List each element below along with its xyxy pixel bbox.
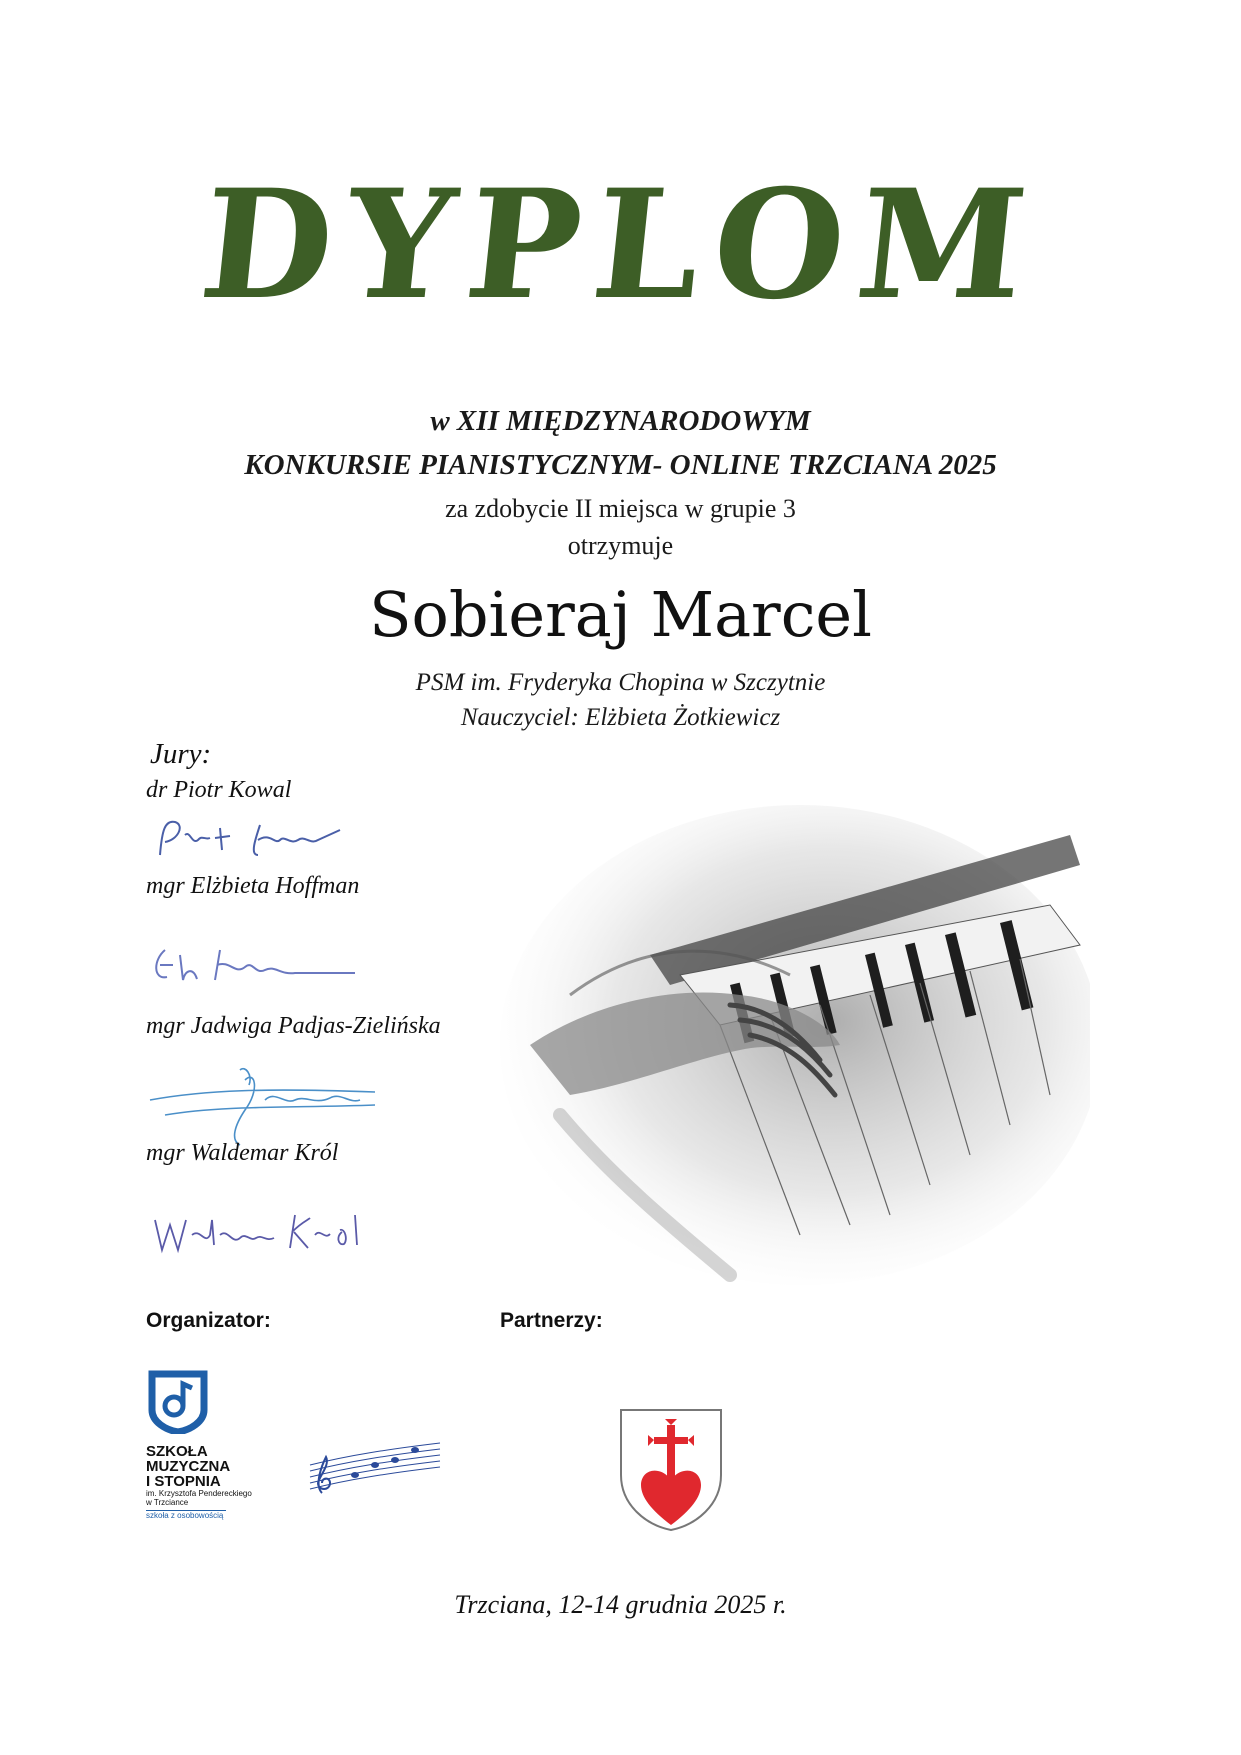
diploma-title: DYPLOM	[193, 157, 1048, 333]
juror-name: mgr Waldemar Król	[146, 1140, 339, 1166]
logo-line: I STOPNIA	[146, 1473, 221, 1490]
competition-line-2: KONKURSIE PIANISTYCZNYM- ONLINE TRZCIANA 2025	[244, 449, 997, 481]
school-name: PSM im. Fryderyka Chopina w Szczytnie	[415, 669, 826, 696]
juror-name: mgr Jadwiga Padjas-Zielińska	[146, 1013, 441, 1039]
organizer-label: Organizator:	[146, 1309, 271, 1332]
logo-line: MUZYCZNA	[146, 1458, 231, 1475]
partner-crest-icon	[616, 1405, 726, 1535]
place-and-date: Trzciana, 12-14 grudnia 2025 r.	[454, 1590, 787, 1619]
signature-waldemar-krol	[150, 1200, 370, 1270]
logo-line: SZKOŁA	[146, 1443, 208, 1460]
teacher-name: Nauczyciel: Elżbieta Żotkiewicz	[460, 704, 781, 731]
organizer-logo	[146, 1370, 276, 1520]
jury-heading: Jury:	[150, 738, 212, 770]
signature-piotr-kowal	[150, 810, 350, 870]
juror-name: mgr Elżbieta Hoffman	[146, 873, 360, 899]
competition-line-1: w XII MIĘDZYNARODOWYM	[430, 405, 811, 437]
music-staff-logo	[300, 1435, 450, 1505]
signature-jadwiga-padjas	[145, 1060, 385, 1150]
piano-hands-illustration	[470, 795, 1090, 1315]
recipient-name: Sobieraj Marcel	[369, 578, 872, 651]
signature-elzbieta-hoffman	[145, 935, 365, 995]
partners-label: Partnerzy:	[500, 1309, 603, 1332]
logo-line: im. Krzysztofa Pendereckiego	[146, 1489, 252, 1498]
juror-name: dr Piotr Kowal	[146, 777, 292, 803]
logo-tagline: szkoła z osobowością	[146, 1511, 224, 1520]
logo-line: w Trzciance	[146, 1498, 189, 1507]
receives-text: otrzymuje	[567, 531, 674, 560]
award-line: za zdobycie II miejsca w grupie 3	[445, 494, 796, 523]
music-school-emblem-icon	[146, 1370, 210, 1434]
